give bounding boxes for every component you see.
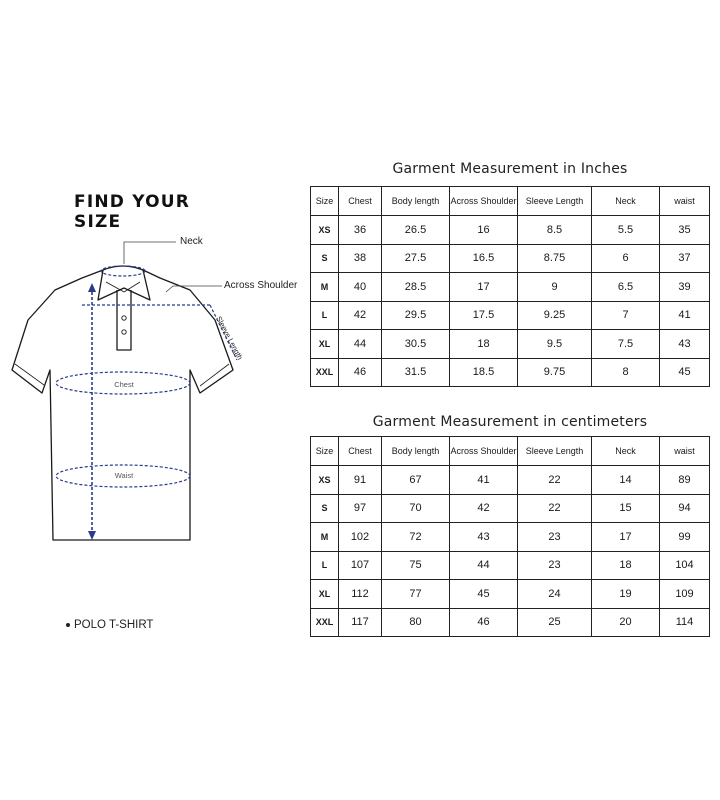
cell-size: XS xyxy=(311,466,339,495)
cell-neck: 5.5 xyxy=(592,216,660,245)
cell-chest: 97 xyxy=(339,494,382,523)
column-header-body-length: Body length xyxy=(382,437,450,466)
cell-chest: 40 xyxy=(339,273,382,302)
cell-sleeve-length: 8.75 xyxy=(518,244,592,273)
cell-body-length: 80 xyxy=(382,608,450,637)
cell-body-length: 29.5 xyxy=(382,301,450,330)
cell-waist: 104 xyxy=(660,551,710,580)
cell-across-shoulder: 41 xyxy=(450,466,518,495)
cell-neck: 7.5 xyxy=(592,330,660,359)
cell-across-shoulder: 17 xyxy=(450,273,518,302)
cell-sleeve-length: 9.75 xyxy=(518,358,592,387)
cell-body-length: 70 xyxy=(382,494,450,523)
cell-chest: 36 xyxy=(339,216,382,245)
cell-body-length: 67 xyxy=(382,466,450,495)
cell-sleeve-length: 8.5 xyxy=(518,216,592,245)
cell-across-shoulder: 16.5 xyxy=(450,244,518,273)
product-label-text: POLO T-SHIRT xyxy=(74,619,154,631)
column-header-chest: Chest xyxy=(339,437,382,466)
cell-waist: 114 xyxy=(660,608,710,637)
cell-size: XXL xyxy=(311,608,339,637)
cell-neck: 17 xyxy=(592,523,660,552)
cell-waist: 45 xyxy=(660,358,710,387)
cell-size: L xyxy=(311,301,339,330)
column-header-size: Size xyxy=(311,187,339,216)
chest-label: Chest xyxy=(114,380,134,389)
cell-neck: 14 xyxy=(592,466,660,495)
cell-sleeve-length: 9.25 xyxy=(518,301,592,330)
column-header-chest: Chest xyxy=(339,187,382,216)
cell-across-shoulder: 18 xyxy=(450,330,518,359)
cell-size: L xyxy=(311,551,339,580)
cell-waist: 109 xyxy=(660,580,710,609)
cell-size: M xyxy=(311,273,339,302)
cell-waist: 35 xyxy=(660,216,710,245)
column-header-across-shoulder: Across Shoulder xyxy=(450,437,518,466)
cell-chest: 42 xyxy=(339,301,382,330)
cell-waist: 37 xyxy=(660,244,710,273)
table-row xyxy=(311,551,710,580)
column-header-waist: waist xyxy=(660,187,710,216)
column-header-body-length: Body length xyxy=(382,187,450,216)
table-row xyxy=(311,466,710,495)
cell-size: M xyxy=(311,523,339,552)
sleeve-length-label: Sleeve Length xyxy=(214,314,245,362)
column-header-waist: waist xyxy=(660,437,710,466)
bullet-icon xyxy=(66,623,70,627)
cell-sleeve-length: 22 xyxy=(518,466,592,495)
cell-waist: 41 xyxy=(660,301,710,330)
cell-chest: 44 xyxy=(339,330,382,359)
cell-body-length: 30.5 xyxy=(382,330,450,359)
cell-sleeve-length: 9.5 xyxy=(518,330,592,359)
cell-across-shoulder: 16 xyxy=(450,216,518,245)
cell-body-length: 72 xyxy=(382,523,450,552)
column-header-sleeve-length: Sleeve Length xyxy=(518,437,592,466)
cell-neck: 6.5 xyxy=(592,273,660,302)
cell-chest: 107 xyxy=(339,551,382,580)
cell-waist: 99 xyxy=(660,523,710,552)
cell-neck: 8 xyxy=(592,358,660,387)
cell-sleeve-length: 23 xyxy=(518,523,592,552)
table-row xyxy=(311,608,710,637)
waist-label: Waist xyxy=(114,471,134,480)
column-header-across-shoulder: Across Shoulder xyxy=(450,187,518,216)
cell-sleeve-length: 24 xyxy=(518,580,592,609)
cell-across-shoulder: 42 xyxy=(450,494,518,523)
table-row xyxy=(311,358,710,387)
cell-body-length: 28.5 xyxy=(382,273,450,302)
cell-sleeve-length: 23 xyxy=(518,551,592,580)
cell-size: XXL xyxy=(311,358,339,387)
cell-waist: 89 xyxy=(660,466,710,495)
cell-waist: 94 xyxy=(660,494,710,523)
cell-chest: 117 xyxy=(339,608,382,637)
table-row xyxy=(311,494,710,523)
table-row xyxy=(311,330,710,359)
cell-chest: 112 xyxy=(339,580,382,609)
column-header-sleeve-length: Sleeve Length xyxy=(518,187,592,216)
polo-shirt-diagram xyxy=(0,220,310,560)
cell-sleeve-length: 9 xyxy=(518,273,592,302)
table-row xyxy=(311,244,710,273)
table-header-row xyxy=(311,187,710,216)
across-shoulder-label: Across Shoulder xyxy=(224,280,298,291)
cell-across-shoulder: 18.5 xyxy=(450,358,518,387)
cell-neck: 6 xyxy=(592,244,660,273)
cell-chest: 38 xyxy=(339,244,382,273)
cell-body-length: 26.5 xyxy=(382,216,450,245)
column-header-neck: Neck xyxy=(592,187,660,216)
table-row xyxy=(311,216,710,245)
table-row xyxy=(311,523,710,552)
find-your-size-title: FIND YOUR SIZE xyxy=(74,192,191,232)
cell-size: S xyxy=(311,494,339,523)
cell-neck: 18 xyxy=(592,551,660,580)
inches-table-title: Garment Measurement in Inches xyxy=(392,161,628,177)
centimeters-size-table xyxy=(310,436,710,637)
cell-across-shoulder: 45 xyxy=(450,580,518,609)
cell-size: XL xyxy=(311,330,339,359)
cell-body-length: 77 xyxy=(382,580,450,609)
cell-neck: 7 xyxy=(592,301,660,330)
column-header-neck: Neck xyxy=(592,437,660,466)
cell-neck: 20 xyxy=(592,608,660,637)
cell-body-length: 31.5 xyxy=(382,358,450,387)
product-label xyxy=(66,619,153,631)
cell-across-shoulder: 46 xyxy=(450,608,518,637)
cell-across-shoulder: 44 xyxy=(450,551,518,580)
cell-size: XS xyxy=(311,216,339,245)
table-row xyxy=(311,273,710,302)
inches-size-table xyxy=(310,186,710,387)
cell-chest: 46 xyxy=(339,358,382,387)
cell-sleeve-length: 25 xyxy=(518,608,592,637)
table-row xyxy=(311,301,710,330)
column-header-size: Size xyxy=(311,437,339,466)
neck-label: Neck xyxy=(180,236,203,247)
cell-neck: 15 xyxy=(592,494,660,523)
cell-waist: 43 xyxy=(660,330,710,359)
table-row xyxy=(311,580,710,609)
cell-size: S xyxy=(311,244,339,273)
centimeters-table-title: Garment Measurement in centimeters xyxy=(372,414,648,430)
cell-size: XL xyxy=(311,580,339,609)
cell-chest: 91 xyxy=(339,466,382,495)
cell-chest: 102 xyxy=(339,523,382,552)
cell-across-shoulder: 43 xyxy=(450,523,518,552)
cell-body-length: 75 xyxy=(382,551,450,580)
cell-body-length: 27.5 xyxy=(382,244,450,273)
cell-neck: 19 xyxy=(592,580,660,609)
cell-sleeve-length: 22 xyxy=(518,494,592,523)
table-header-row xyxy=(311,437,710,466)
cell-across-shoulder: 17.5 xyxy=(450,301,518,330)
cell-waist: 39 xyxy=(660,273,710,302)
